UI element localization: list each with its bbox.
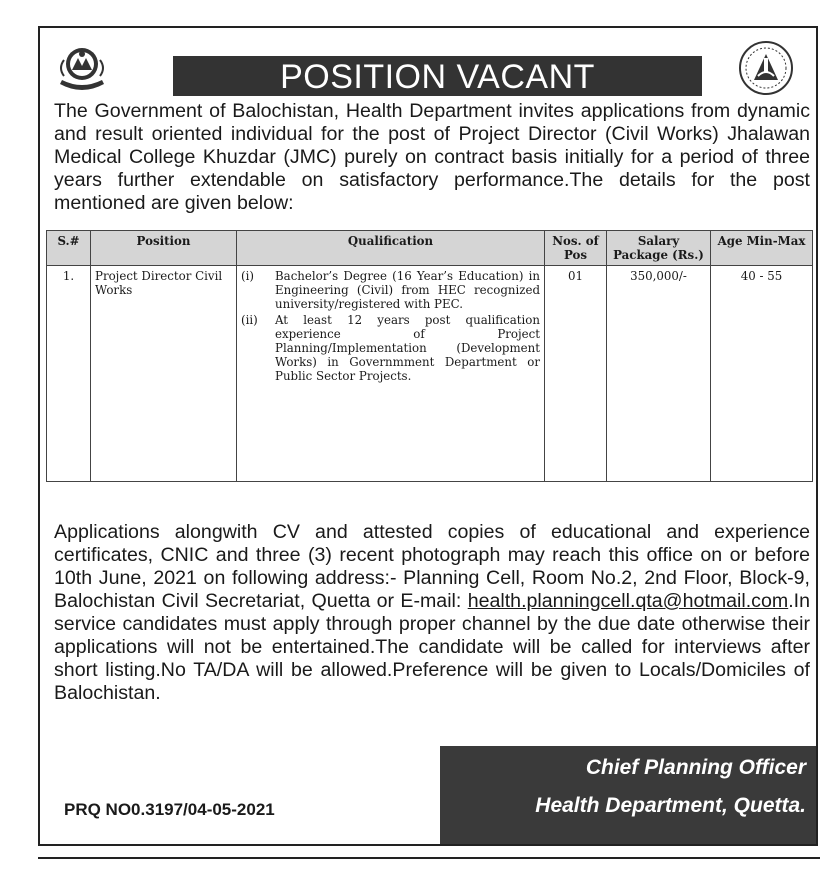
signatory-block — [440, 746, 816, 844]
balochistan-emblem-icon — [54, 40, 110, 96]
header-sno: S.# — [47, 231, 91, 266]
email-link[interactable]: health.planningcell.qta@hotmail.com — [467, 590, 789, 612]
header-salary: Salary Package (Rs.) — [607, 231, 711, 266]
list-item — [241, 269, 540, 311]
qualification-marker: (ii) — [241, 313, 258, 327]
application-text-continued: .In service candidates must apply through proper channel by the due date otherwise their applications will not be entertained.The candidate will be called for interviews after short listing.No TA/DA will be allowed.Preference will be given to Locals/Domiciles of Balochistan. — [54, 590, 810, 704]
cell-age: 40 - 55 — [711, 266, 813, 482]
prq-number: PRQ NO0.3197/04-05-2021 — [64, 800, 275, 819]
qualification-marker: (i) — [241, 269, 254, 283]
qualification-list — [241, 269, 540, 383]
header-age: Age Min-Max — [711, 231, 813, 266]
position-table — [46, 230, 813, 482]
table-row — [47, 266, 813, 482]
header-position: Position — [91, 231, 237, 266]
qualification-text: Bachelor’s Degree (16 Year’s Education) in Engineering (Civil) from HEC recognized university/registered with PEC. — [275, 269, 540, 311]
page-title: POSITION VACANT — [173, 56, 702, 96]
health-department-seal-icon — [736, 40, 796, 96]
application-text: Applications alongwith CV and attested copies of educational and experience certificates, CNIC and three (3) recent photograph may reach this office on or before 10th June, 2021 on following address:- Planning Cell, Room No.2, 2nd Floor, Block-9, Balochistan Civil Secretariat, Quetta or E-mail: — [54, 521, 810, 612]
header-qualification: Qualification — [237, 231, 545, 266]
cell-salary: 350,000/- — [607, 266, 711, 482]
cell-sno: 1. — [47, 266, 91, 482]
application-paragraph — [54, 521, 810, 705]
signatory-title: Chief Planning Officer — [585, 756, 806, 779]
table-header-row — [47, 231, 813, 266]
ad-header — [40, 34, 816, 102]
bottom-divider — [38, 857, 820, 859]
signatory-department: Health Department, Quetta. — [535, 794, 806, 817]
list-item — [241, 313, 540, 383]
cell-position: Project Director Civil Works — [91, 266, 237, 482]
cell-nos: 01 — [545, 266, 607, 482]
header-nos: Nos. of Pos — [545, 231, 607, 266]
intro-paragraph: The Government of Balochistan, Health Department invites applications from dynamic and result oriented individual for the post of Project Director (Civil Works) Jhalawan Medical College Khuzdar (JMC) purely on contract basis initially for a period of three years further extendable on satisfactory performance.The details for the post mentioned are given below: — [54, 100, 810, 214]
cell-qualification — [237, 266, 545, 482]
job-advertisement — [38, 26, 818, 846]
qualification-text: At least 12 years post qualification experience of Project Planning/Implementation (Development Works) in Governmment Department or Public Sector Projects. — [275, 313, 540, 383]
